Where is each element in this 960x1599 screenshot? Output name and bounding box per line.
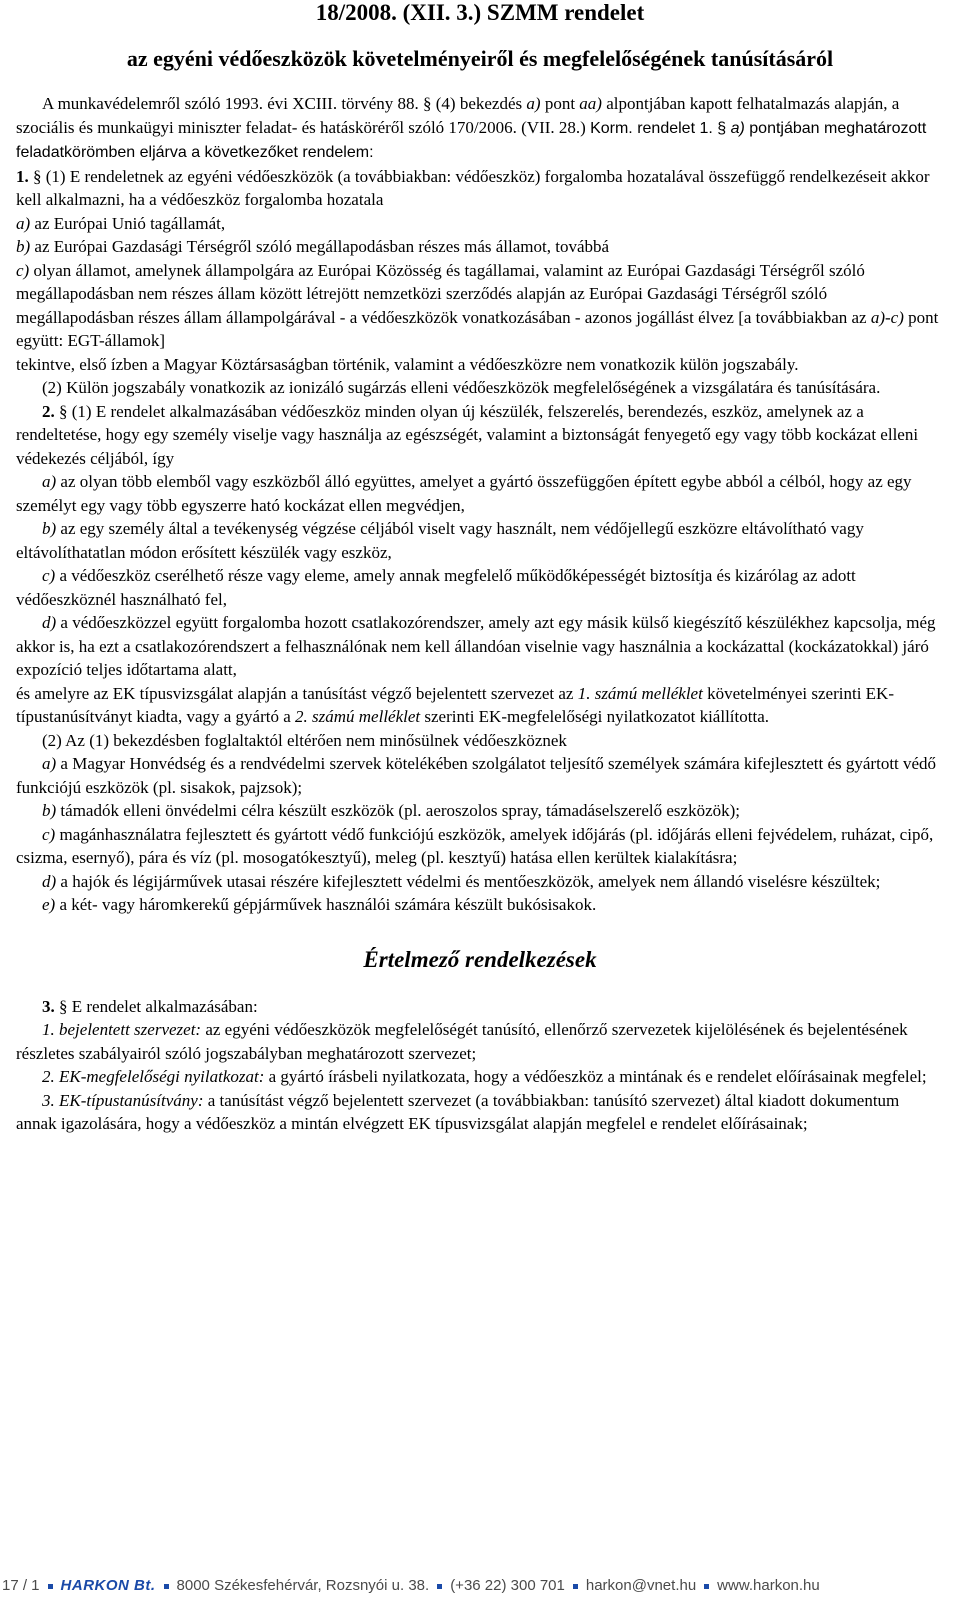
list-item xyxy=(16,517,944,564)
item-text: a két- vagy háromkerekű gépjárművek használói számára készült bukósisakok. xyxy=(55,895,597,914)
section-number: 3. xyxy=(42,996,55,1016)
paragraph-text: szerinti EK-megfelelőségi nyilatkozatot kiállította. xyxy=(420,707,769,726)
item-mark: a) xyxy=(42,754,57,773)
item-mark: a) xyxy=(16,213,31,233)
section-number: 1. xyxy=(16,166,29,186)
paragraph-text: § E rendelet alkalmazásában: xyxy=(54,996,258,1016)
company-logo: HARKON Bt. xyxy=(60,1577,156,1594)
item-text: a hajók és légijárművek utasai részére kifejlesztett védelmi és mentőeszközök, amelyek nem állandó viselésre készültek; xyxy=(56,871,881,891)
list-item xyxy=(16,611,944,682)
separator-square-icon xyxy=(437,1584,442,1589)
item-mark: e) xyxy=(42,895,56,914)
separator-square-icon xyxy=(164,1584,169,1589)
definition-term: 3. EK-típustanúsítvány: xyxy=(42,1090,204,1110)
item-mark: a) xyxy=(42,472,57,491)
separator-square-icon xyxy=(48,1584,53,1589)
preamble-ref: a) xyxy=(730,119,745,137)
document-body xyxy=(16,92,944,1136)
definition-text: a tanúsítást végző bejelentett szervezet (a továbbiakban: tanúsító szervezet) által kiadott dokumentum annak igazolására, hogy a védőeszköz a mintán elvégzett EK típusvizsgálat alapján megfelel e rendelet előírásainak; xyxy=(16,1090,900,1133)
section-heading: Értelmező rendelkezések xyxy=(363,946,597,972)
list-item xyxy=(16,259,944,353)
section-3-intro xyxy=(16,995,944,1019)
company-email[interactable]: harkon@vnet.hu xyxy=(585,1577,697,1594)
document-page xyxy=(16,0,944,1136)
section-1-paragraph-2: (2) Külön jogszabály vonatkozik az ionizáló sugárzás elleni védőeszközök megfelelőségének a vizsgálatára és tanúsítására. xyxy=(42,378,881,397)
list-item xyxy=(16,564,944,611)
item-text: az Európai Gazdasági Térségről szóló megállapodásban részes más államot, továbbá xyxy=(30,237,610,256)
item-text: a védőeszközzel együtt forgalomba hozott csatlakozórendszer, amely azt egy másik külső kiegészítő készülékhez kapcsolja, még akkor is, ha ezt a csatlakozórendszert a felhasználónak nem kell állandóan viselnie vagy használnia a kockázattal (kockázatokkal) járó expozíció teljes időtartama alatt, xyxy=(16,613,936,679)
paragraph-text: és amelyre az EK típusvizsgálat alapján a tanúsítást végző bejelentett szervezet az xyxy=(16,683,578,703)
preamble-text: pont xyxy=(540,94,580,113)
definition-text: az egyéni védőeszközök megfelelőségét tanúsító, ellenőrző szervezetek kijelölésének és bejelentésének részletes szabályairól szóló jogszabályban meghatározott szervezet; xyxy=(16,1020,908,1063)
item-text: pont együtt: EGT-államok] xyxy=(16,307,939,350)
item-mark: c) xyxy=(42,824,56,844)
paragraph-text: § (1) E rendeletnek az egyéni védőeszközök (a továbbiakban: védőeszköz) forgalomba hozatalával összefüggő rendelkezéseit akkor kell alkalmazni, ha a védőeszköz forgalomba hozatala xyxy=(16,166,930,209)
preamble-ref: a) xyxy=(526,94,541,113)
item-mark: d) xyxy=(42,871,57,891)
page-number: 17 / 1 xyxy=(2,1577,40,1594)
item-text: magánhasználatra fejlesztett és gyártott védő funkciójú eszközök, amelyek időjárás (pl. időjárás elleni fejvédelem, ruházat, cipő, csizma, esernyő), pára és víz (pl. mosogatókesztyű), meleg (pl. kesztyű) hatása ellen kerültek kialakításra; xyxy=(16,824,934,867)
section-2-paragraph-1 xyxy=(16,400,944,471)
section-1-paragraph-1 xyxy=(16,165,944,212)
definition-item xyxy=(16,1018,944,1065)
list-item xyxy=(16,823,944,870)
document-title: 18/2008. (XII. 3.) SZMM rendelet xyxy=(315,0,645,25)
section-number: 2. xyxy=(42,401,55,421)
item-text: az olyan több elemből vagy eszközből álló együttes, amelyet a gyártó összefüggően épített egybe abból a célból, hogy az egy személyt egy vagy több egyszerre ható kockázat ellen megvédjen, xyxy=(16,472,912,515)
item-text: a Magyar Honvédség és a rendvédelmi szervek kötelékében szolgálatot teljesítő személyek számára kifejlesztett és gyártott védő funkciójú eszközök (pl. sisakok, pajzsok); xyxy=(16,754,937,797)
preamble-text: alpontjában kapott felhatalmazás alapján, a szociális és munkaügyi miniszter feladat- és hatásköréről szóló 170/2006. (VII. 28.) xyxy=(16,94,900,137)
list-item xyxy=(16,870,944,894)
item-mark: b) xyxy=(42,801,57,820)
item-mark: b) xyxy=(16,237,31,256)
annex-ref: 2. számú melléklet xyxy=(295,707,421,726)
separator-square-icon xyxy=(573,1584,578,1589)
preamble-text: Korm. rendelet 1. § xyxy=(590,119,731,137)
item-mark: c) xyxy=(16,260,30,280)
item-text: az egy személy által a tevékenység végzése céljából viselt vagy használt, nem védőjellegű eszközre eltávolítható vagy eltávolíthatatlan módon erősített készülék vagy eszköz, xyxy=(16,519,864,562)
preamble-text: pontjában meghatározott feladatkörömben eljárva a következőket rendelem: xyxy=(16,119,927,161)
company-address: 8000 Székesfehérvár, Rozsnyói u. 38. xyxy=(176,1577,430,1594)
list-item xyxy=(16,470,944,517)
page-footer xyxy=(0,1574,960,1598)
list-item xyxy=(16,752,944,799)
section-2-tail xyxy=(16,682,944,729)
company-website[interactable]: www.harkon.hu xyxy=(717,1577,820,1594)
paragraph-text: követelményei szerinti EK-típustanúsítványt kiadta, vagy a gyártó a xyxy=(16,683,894,726)
preamble-ref: aa) xyxy=(579,94,602,113)
paragraph-text: § (1) E rendelet alkalmazásában védőeszköz minden olyan új készülék, felszerelés, berendezés, eszköz, amelynek az a rendeltetése, hogy egy személy viselje vagy használja az egészségét, valamint a biztonságát fenyegető egy vagy több kockázat elleni védekezés céljából, így xyxy=(16,401,919,468)
annex-ref: 1. számú melléklet xyxy=(577,683,703,703)
item-ref: a)-c) xyxy=(870,307,904,327)
document-subtitle: az egyéni védőeszközök követelményeiről és megfelelőségének tanúsításáról xyxy=(126,46,834,71)
item-text: a védőeszköz cserélhető része vagy eleme, amely annak megfelelő működőképességét biztosítja és kizárólag az adott védőeszköznél használható fel, xyxy=(16,566,856,609)
item-mark: d) xyxy=(42,613,57,632)
item-text: támadók elleni önvédelmi célra készült eszközök (pl. aeroszolos spray, támadáselszerelő eszközök); xyxy=(56,801,740,820)
definition-item xyxy=(16,1089,944,1136)
company-phone: (+36 22) 300 701 xyxy=(450,1577,565,1594)
section-1-tail: tekintve, első ízben a Magyar Köztársaságban történik, valamint a védőeszközre nem vonatkozik külön jogszabály. xyxy=(16,354,799,374)
list-item xyxy=(16,799,944,823)
preamble-text: A munkavédelemről szóló 1993. évi XCIII. törvény 88. § (4) bekezdés xyxy=(42,94,527,113)
section-2-paragraph-2: (2) Az (1) bekezdésben foglaltaktól eltérően nem minősülnek védőeszköznek xyxy=(42,730,567,750)
definition-term: 2. EK-megfelelőségi nyilatkozat: xyxy=(42,1067,265,1086)
item-text: olyan államot, amelynek állampolgára az Európai Közösség és tagállamai, valamint az Európai Gazdasági Térségről szóló megállapodásban nem részes állam között létrejött nemzetközi szerződés alapján az Európai Gazdasági Térségről szóló megállapodásban részes állam állampolgárával - a védőeszközök vonatkozásában - azonos jogállást élvez [a továbbiakban az xyxy=(16,260,871,327)
list-item xyxy=(16,893,944,917)
preamble xyxy=(16,92,944,165)
item-text: az Európai Unió tagállamát, xyxy=(30,213,226,233)
definition-item xyxy=(16,1065,944,1089)
definition-text: a gyártó írásbeli nyilatkozata, hogy a védőeszköz a mintának és e rendelet előírásainak megfelel; xyxy=(264,1067,927,1086)
separator-square-icon xyxy=(704,1584,709,1589)
definition-term: 1. bejelentett szervezet: xyxy=(42,1020,202,1039)
item-mark: b) xyxy=(42,519,57,538)
list-item xyxy=(16,235,944,259)
list-item xyxy=(16,212,944,236)
item-mark: c) xyxy=(42,566,56,585)
